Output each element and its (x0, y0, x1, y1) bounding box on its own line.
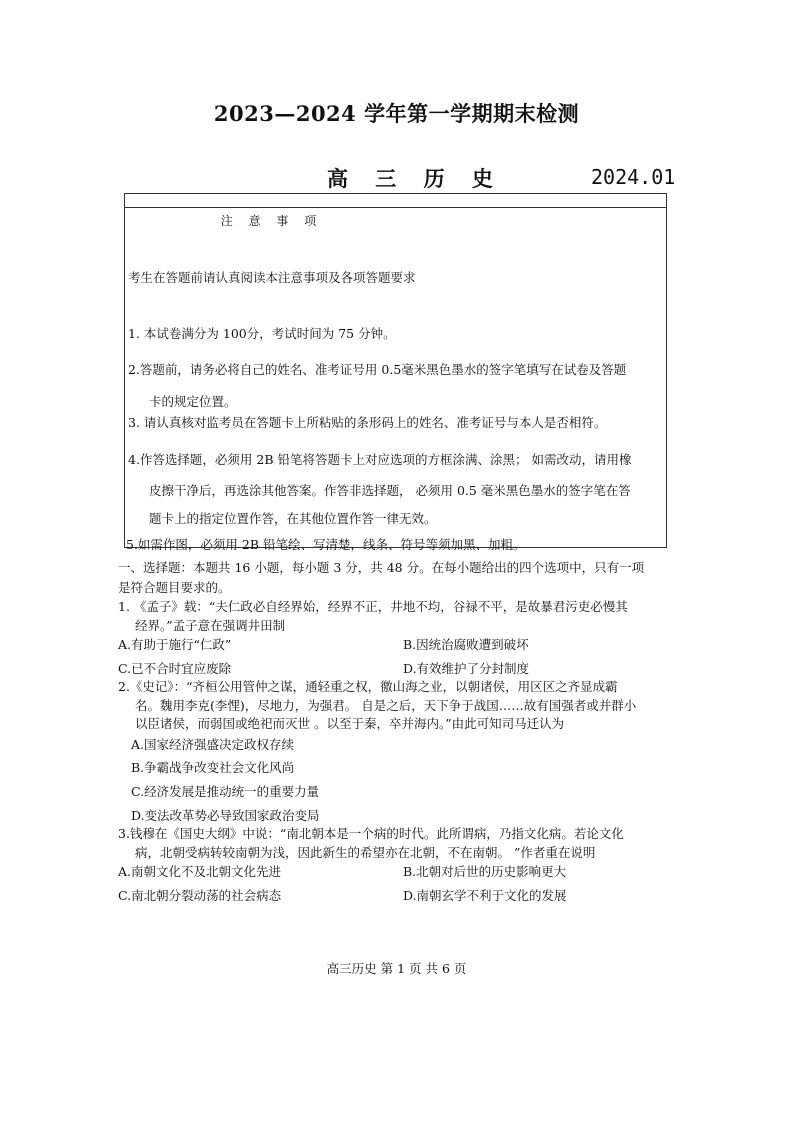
q3-option-a: A.南朝文化不及北朝文化先进 (118, 864, 282, 879)
notice-item-3: 3. 请认真核对监考员在答题卡上所粘贴的条形码上的姓名、准考证号与本人是否相符。 (128, 415, 607, 430)
q1-option-b: B.因统治腐败遭到破坏 (403, 637, 529, 652)
q2-option-a: A.国家经济强盛决定政权存续 (131, 737, 295, 752)
notice-divider (125, 207, 666, 208)
exam-date: 2024.01 (591, 165, 676, 189)
page-footer: 高三历史 第 1 页 共 6 页 (326, 961, 467, 976)
q2-option-c: C.经济发展是推动统一的重要力量 (131, 784, 320, 799)
q3-option-c: C.南北朝分裂动荡的社会病态 (118, 888, 282, 903)
q3-stem-line-2: 病，北朝受病转较南朝为浅，因此新生的希望亦在北朝，不在南朝。 ”作者重在说明 (135, 845, 596, 860)
q2-option-b: B.争霸战争改变社会文化风尚 (131, 760, 295, 775)
q1-option-c: C.已不合时宜应废除 (118, 661, 232, 676)
notice-heading: 注 意 事 项 (220, 214, 323, 228)
q3-option-d: D.南朝玄学不利于文化的发展 (403, 888, 567, 903)
q2-stem-line-2: 名。魏用李克(李悝)，尽地力，为强君。 自是之后，天下争于战国……故有国强者或并群小 (135, 698, 637, 713)
notice-item-1: 1. 本试卷满分为 100分，考试时间为 75 分钟。 (128, 326, 396, 341)
notice-item-4-line-3: 题卡上的指定位置作答，在其他位置作答一律无效。 (149, 511, 437, 526)
subject-title: 高 三 历 史 (327, 166, 503, 191)
notice-item-5: 5.如需作图，必须用 2B 铅笔绘、写清楚，线条、符号等须加黑、加粗。 (126, 537, 526, 552)
section-instructions-line-2: 是符合题目要求的。 (118, 580, 231, 595)
notice-item-2-line-1: 2.答题前，请务必将自己的姓名、准考证号用 0.5毫米黑色墨水的签字笔填写在试卷及答题 (128, 362, 627, 377)
q3-stem-line-1: 3.钱穆在《国史大纲》中说：“南北朝本是一个病的时代。此所谓病，乃指文化病。若论文化 (118, 826, 624, 841)
q2-stem-line-3: 以臣诸侯，而弱国或绝祀而灭世 。以至于秦，卒并海内。”由此可知司马迁认为 (135, 716, 565, 731)
q2-stem-line-1: 2.《史记》：“齐桓公用管仲之谋，通轻重之权，徼山海之业，以朝诸侯，用区区之齐显成霸 (118, 679, 618, 694)
notice-item-2-line-2: 卡的规定位置。 (149, 394, 237, 409)
notice-intro: 考生在答题前请认真阅读本注意事项及各项答题要求 (128, 270, 416, 285)
exam-title: 2023—2024 学年第一学期期末检测 (213, 101, 580, 126)
q3-option-b: B.北朝对后世的历史影响更大 (403, 864, 567, 879)
notice-item-4-line-1: 4.作答选择题，必须用 2B 铅笔将答题卡上对应选项的方框涂满、涂黑； 如需改动，请用橡 (128, 452, 632, 467)
q1-option-d: D.有效维护了分封制度 (403, 661, 530, 676)
q2-option-d: D.变法改革势必导致国家政治变局 (131, 808, 320, 823)
notice-item-4-line-2: 皮擦干净后，再选涂其他答案。作答非选择题， 必须用 0.5 毫米黑色墨水的签字笔在答 (149, 483, 631, 498)
q1-stem-line-2: 经界。”孟子意在强调井田制 (135, 618, 286, 633)
q1-stem-line-1: 1. 《孟子》载：“夫仁政必自经界始，经界不正，井地不均，谷禄不平，是故暴君污吏必慢其 (118, 599, 628, 614)
section-instructions-line-1: 一、选择题：本题共 16 小题，每小题 3 分，共 48 分。在每小题给出的四个选项中，只有一项 (118, 560, 645, 575)
q1-option-a: A.有助于施行“仁政” (118, 637, 232, 652)
